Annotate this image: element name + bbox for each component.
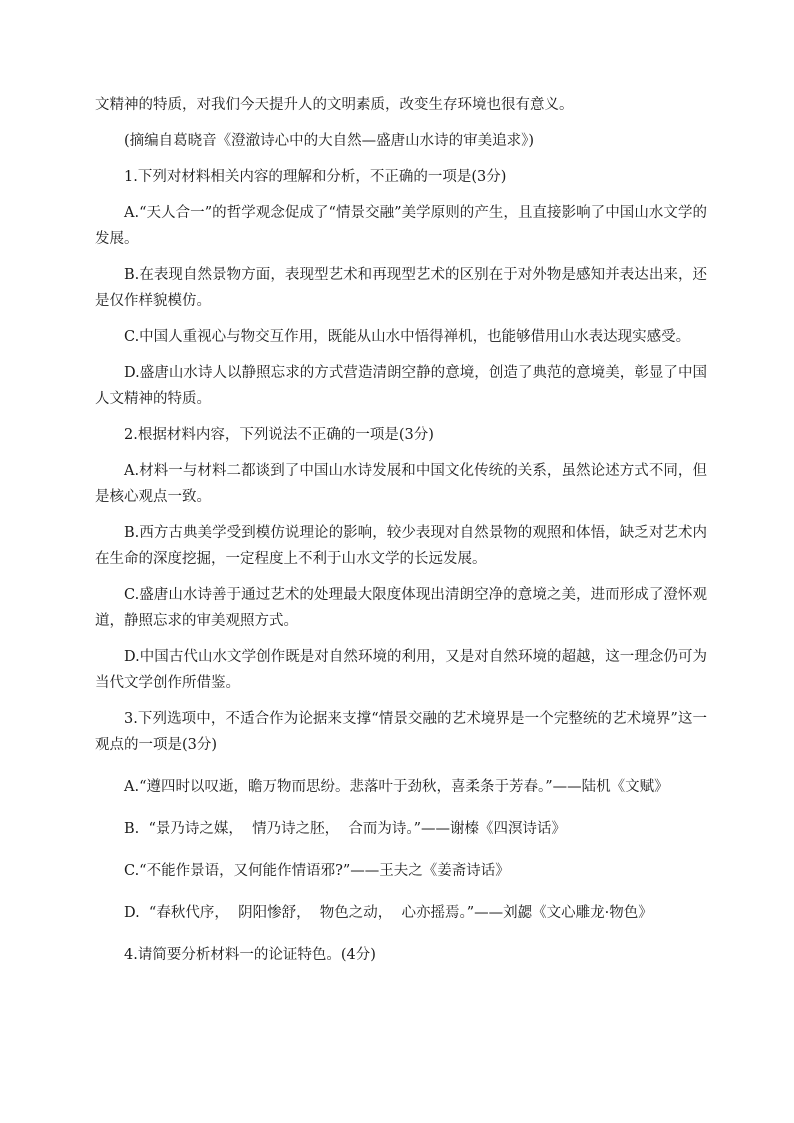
question-3-stem: 3.下列选项中，不适合作为论据来支撑“情景交融的艺术境界是一个完整统的艺术境界”这一观点的一项是(3分) (95, 711, 707, 753)
question-3-option-d: D. “春秋代序， 阴阳惨舒， 物色之动， 心亦摇焉。”——刘勰《文心雕龙·物色》 (124, 905, 653, 921)
document-body (95, 92, 707, 968)
question-1-stem: 1.下列对材料相关内容的理解和分析，不正确的一项是(3分) (124, 169, 507, 185)
intro-continuation: 文精神的特质，对我们今天提升人的文明素质，改变生存环境也很有意义。 (95, 97, 574, 113)
question-2-option-b: B.西方古典美学受到模仿说理论的影响，较少表现对自然景物的观照和体悟，缺乏对艺术内在生命的深度挖掘，一定程度上不利于山水文学的长远发展。 (95, 525, 707, 567)
question-2-option-a: A.材料一与材料二都谈到了中国山水诗发展和中国文化传统的关系，虽然论述方式不同，但是核心观点一致。 (95, 463, 707, 505)
question-2-option-c: C.盛唐山水诗善于通过艺术的处理最大限度体现出清朗空净的意境之美，进而形成了澄怀观道，静照忘求的审美观照方式。 (95, 587, 707, 629)
question-3-option-a: A.“遵四时以叹逝，瞻万物而思纷。悲落叶于劲秋，喜柔条于芳春。”——陆机《文赋》 (124, 779, 669, 795)
question-3-option-c: C.“不能作景语，又何能作情语邪?”——王夫之《姜斋诗话》 (124, 863, 510, 879)
question-1-option-b: B.在表现自然景物方面，表现型艺术和再现型艺术的区别在于对外物是感知并表达出来，还是仅作样貌模仿。 (95, 267, 707, 309)
question-4-stem: 4.请简要分析材料一的论证特色。(4分) (124, 947, 376, 963)
question-1-option-d: D.盛唐山水诗人以静照忘求的方式营造清朗空静的意境，创造了典范的意境美，彰显了中国人文精神的特质。 (95, 365, 707, 407)
question-3-option-b: B. “景乃诗之媒， 情乃诗之胚， 合而为诗。”——谢榛《四溟诗话》 (124, 821, 566, 837)
question-1-option-c: C.中国人重视心与物交互作用，既能从山水中悟得禅机，也能够借用山水表达现实感受。 (124, 329, 691, 345)
question-1-option-a: A.“天人合一”的哲学观念促成了“情景交融”美学原则的产生，且直接影响了中国山水文学的发展。 (95, 205, 707, 247)
question-2-stem: 2.根据材料内容，下列说法不正确的一项是(3分) (124, 427, 434, 443)
source-citation: (摘编自葛晓音《澄澈诗心中的大自然—盛唐山水诗的审美追求》) (124, 133, 535, 149)
question-2-option-d: D.中国古代山水文学创作既是对自然环境的利用，又是对自然环境的超越，这一理念仍可为当代文学创作所借鉴。 (95, 649, 707, 691)
